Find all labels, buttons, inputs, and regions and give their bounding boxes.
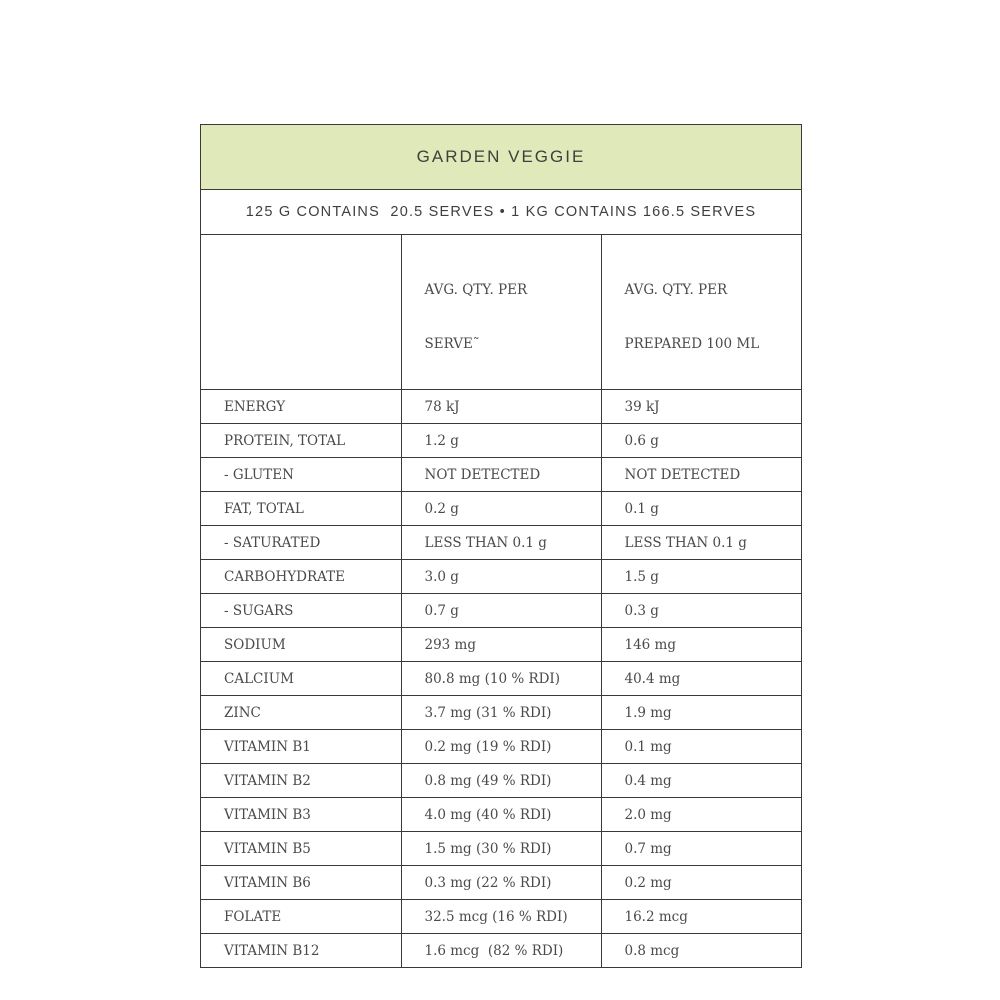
- per-100ml-cell: NOT DETECTED: [601, 458, 801, 492]
- per-serve-cell: 293 mg: [401, 628, 601, 662]
- nutrient-cell: VITAMIN B1: [201, 730, 401, 764]
- per-100ml-cell: 16.2 mcg: [601, 900, 801, 934]
- per-100ml-cell: 0.8 mcg: [624, 942, 680, 959]
- table-row: [201, 492, 801, 526]
- nutrition-panel: [200, 124, 802, 968]
- header-per-100ml-line-1: AVG. QTY. PER: [624, 282, 728, 298]
- per-serve-cell: 0.2 g: [401, 492, 601, 526]
- header-per-100ml-line-2: PREPARED 100 ML: [624, 336, 760, 352]
- per-100ml-cell: 0.7 mg: [601, 832, 801, 866]
- nutrient-cell: - GLUTEN: [201, 458, 401, 492]
- per-100ml-cell: 40.4 mg: [601, 662, 801, 696]
- header-nutrient-cell: [201, 235, 401, 390]
- per-100ml-cell: 146 mg: [601, 628, 801, 662]
- table-row: [201, 900, 801, 934]
- table-row: [201, 798, 801, 832]
- table-row: [201, 560, 801, 594]
- per-100ml-cell: 0.6 g: [601, 424, 801, 458]
- per-serve-cell: 80.8 mg (10 % RDI): [401, 662, 601, 696]
- per-serve-cell: 1.6 mcg (82 % RDI): [401, 934, 601, 968]
- per-serve-cell: 0.3 mg (22 % RDI): [401, 866, 601, 900]
- table-row: [201, 526, 801, 560]
- nutrient-cell: VITAMIN B5: [201, 832, 401, 866]
- nutrient-cell: CALCIUM: [201, 662, 401, 696]
- per-100ml-cell: 0.3 g: [601, 594, 801, 628]
- table-row: [201, 730, 801, 764]
- nutrient-cell: ENERGY: [201, 390, 401, 424]
- table-row: [201, 696, 801, 730]
- per-100ml-cell: 39 kJ: [601, 390, 801, 424]
- nutrient-cell: ZINC: [201, 696, 401, 730]
- header-per-serve-line-1: AVG. QTY. PER: [424, 282, 528, 298]
- per-100ml-cell: 1.9 mg: [601, 696, 801, 730]
- table-row: [201, 594, 801, 628]
- per-serve-cell: 0.7 g: [401, 594, 601, 628]
- per-100ml-cell: 2.0 mg: [601, 798, 801, 832]
- per-serve-cell: 1.2 g: [401, 424, 601, 458]
- per-100ml-cell: LESS THAN 0.1 g: [601, 526, 801, 560]
- serves-info: 125 G CONTAINS 20.5 SERVES • 1 KG CONTAINS 166.5 SERVES: [201, 190, 801, 235]
- table-row: [201, 934, 801, 968]
- per-serve-cell: NOT DETECTED: [401, 458, 601, 492]
- nutrient-cell: VITAMIN B6: [201, 866, 401, 900]
- product-title: GARDEN VEGGIE: [201, 125, 801, 190]
- table-row: [201, 390, 801, 424]
- table-row: [201, 764, 801, 798]
- header-per-serve-cell: [401, 235, 601, 390]
- table-row: [201, 832, 801, 866]
- nutrient-cell: FAT, TOTAL: [201, 492, 401, 526]
- per-serve-cell: 0.2 mg (19 % RDI): [401, 730, 601, 764]
- per-serve-cell: 78 kJ: [401, 390, 601, 424]
- per-serve-cell: 1.5 mg (30 % RDI): [401, 832, 601, 866]
- table-row: [201, 662, 801, 696]
- per-serve-cell: LESS THAN 0.1 g: [401, 526, 601, 560]
- table-row: [201, 628, 801, 662]
- per-serve-cell: 4.0 mg (40 % RDI): [401, 798, 601, 832]
- table-header-row: [201, 235, 801, 390]
- header-per-100ml-cell: [601, 235, 801, 390]
- per-serve-cell: 3.0 g: [401, 560, 601, 594]
- header-per-serve-line-2: SERVE˜: [424, 336, 480, 352]
- nutrient-cell: VITAMIN B12: [201, 934, 401, 968]
- table-row: [201, 424, 801, 458]
- nutrient-cell: FOLATE: [201, 900, 401, 934]
- per-100ml-cell: 0.2 mg: [601, 866, 801, 900]
- nutrient-cell: - SUGARS: [201, 594, 401, 628]
- nutrition-table: [201, 235, 801, 967]
- table-row: [201, 458, 801, 492]
- nutrient-cell: VITAMIN B2: [201, 764, 401, 798]
- nutrient-cell: SODIUM: [201, 628, 401, 662]
- per-100ml-cell: 0.1 mg: [601, 730, 801, 764]
- per-100ml-cell: 1.5 g: [601, 560, 801, 594]
- per-100ml-cell: 0.4 mg: [601, 764, 801, 798]
- nutrient-cell: PROTEIN, TOTAL: [201, 424, 401, 458]
- nutrient-cell: VITAMIN B3: [201, 798, 401, 832]
- table-row: [201, 866, 801, 900]
- nutrient-cell: CARBOHYDRATE: [201, 560, 401, 594]
- per-serve-cell: 0.8 mg (49 % RDI): [401, 764, 601, 798]
- per-serve-cell: 3.7 mg (31 % RDI): [401, 696, 601, 730]
- nutrient-cell: - SATURATED: [201, 526, 401, 560]
- per-100ml-cell: 0.1 g: [601, 492, 801, 526]
- per-serve-cell: 32.5 mcg (16 % RDI): [401, 900, 601, 934]
